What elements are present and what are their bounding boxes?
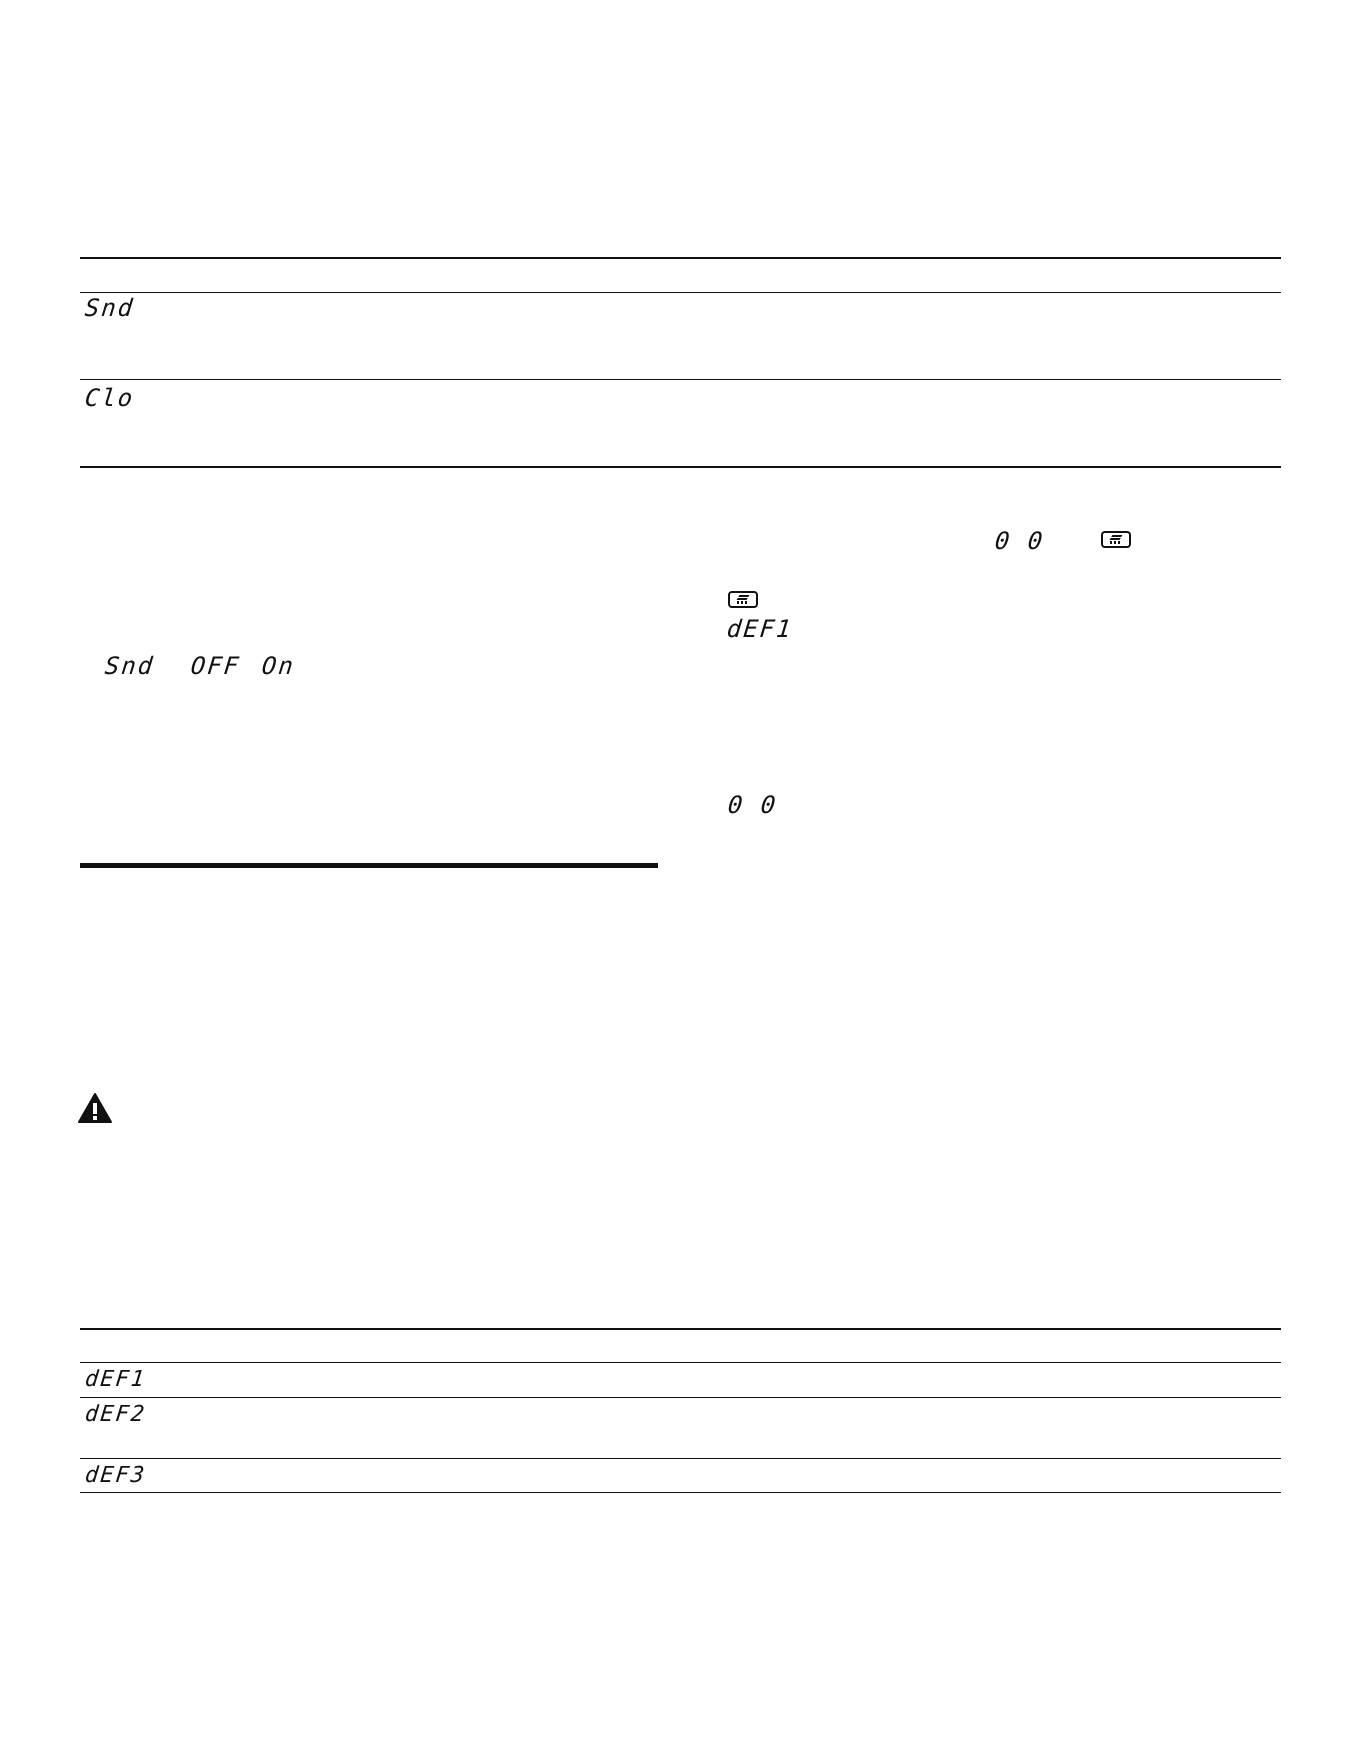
oven-fan-icon — [1101, 531, 1131, 548]
settings-table-top-rule — [80, 257, 1281, 259]
sound-option-off: OFF — [189, 652, 242, 680]
sound-setting-code: Snd — [103, 652, 156, 680]
defaults-row-code: dEF2 — [83, 1402, 148, 1427]
sound-option-on: On — [260, 652, 297, 680]
section-heading-rule — [80, 863, 658, 868]
bottom-display-value: 0 0 — [726, 791, 779, 819]
settings-row-code: Clo — [83, 384, 136, 412]
settings-row-divider — [80, 379, 1281, 380]
defaults-table-bottom-rule — [80, 1492, 1281, 1493]
display-value: 0 0 — [993, 527, 1046, 555]
warning-triangle-icon — [77, 1092, 113, 1124]
oven-fan-icon — [728, 591, 758, 608]
defaults-row-code: dEF1 — [83, 1367, 148, 1392]
settings-table-header-rule — [80, 292, 1281, 293]
defaults-row-divider — [80, 1397, 1281, 1398]
defaults-row-divider — [80, 1458, 1281, 1459]
settings-row-code: Snd — [83, 294, 136, 322]
defaults-table-top-rule — [80, 1328, 1281, 1330]
settings-table-bottom-rule — [80, 466, 1281, 468]
defaults-row-code: dEF3 — [83, 1463, 148, 1488]
default-code: dEF1 — [725, 615, 795, 643]
defaults-table-header-rule — [80, 1362, 1281, 1363]
